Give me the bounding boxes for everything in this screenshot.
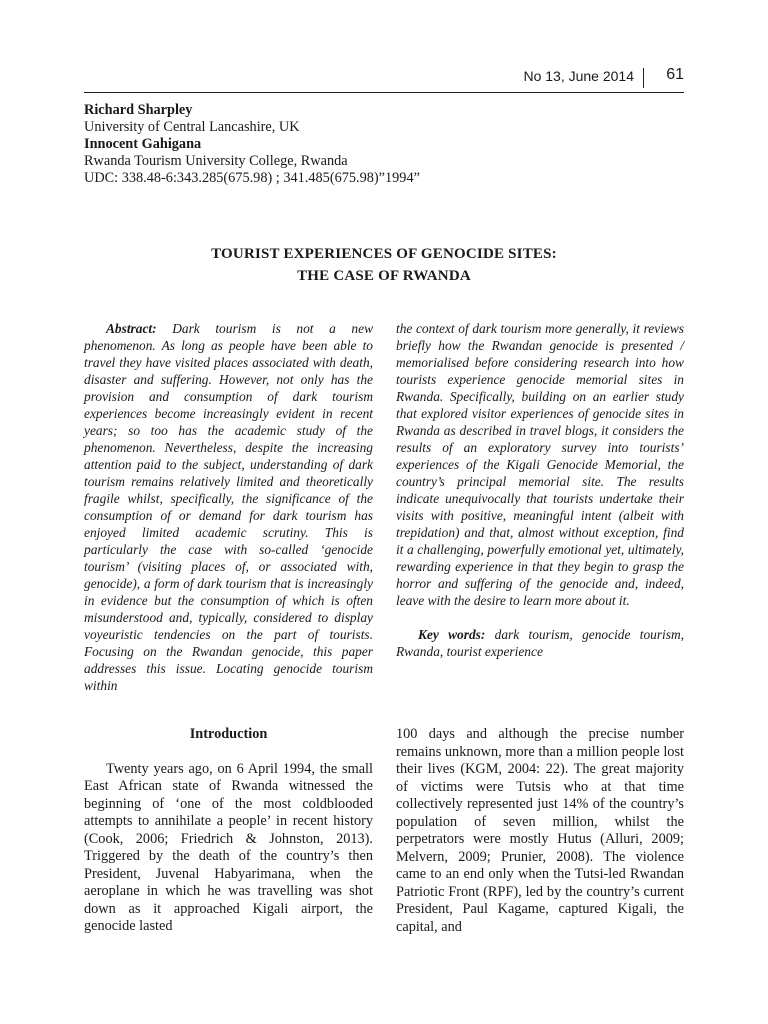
body-column-right <box>396 726 684 936</box>
udc-code: UDC: 338.48-6:343.285(675.98) ; 341.485(675.98)”1994” <box>84 170 420 186</box>
page-number: 61 <box>666 66 684 83</box>
paper-title <box>84 243 684 287</box>
keywords-text: dark tourism, genocide tourism, Rwanda, tourist experience <box>396 627 685 659</box>
keywords-label: Key words: <box>418 627 486 642</box>
title-line-1: TOURIST EXPERIENCES OF GENOCIDE SITES: <box>211 246 557 262</box>
abstract-column-left <box>84 320 373 694</box>
body-paragraph: 100 days and although the precise number remains unknown, more than a million people lost their lives (KGM, 2004: 22). The great majority of victims were Tutsis who at that time collectively represented just 14% of the country’s population of seven million, whilst the perpetrators were mostly Hutus (Alluri, 2009; Melvern, 2009; Prunier, 2008). The violence came to an end only when the Tutsi-led Rwandan Patriotic Front (RPF), led by the country’s current President, Paul Kagame, captured Kigali, the capital, and <box>396 726 684 935</box>
author-name: Richard Sharpley <box>84 102 193 118</box>
title-line-2: THE CASE OF RWANDA <box>297 268 471 284</box>
abstract-label: Abstract: <box>106 321 157 336</box>
abstract-column-right <box>396 320 684 660</box>
abstract-paragraph <box>84 320 373 694</box>
author-block <box>84 102 684 187</box>
author-name: Innocent Gahigana <box>84 136 202 152</box>
header-separator <box>643 68 644 88</box>
abstract-text-right: the context of dark tourism more generally, it reviews briefly how the Rwandan genocide is presented / memorialised before considering research into how tourists experience genocide memorial sites in Rwanda. Specifically, building on an earlier study that explored visitor experiences of genocide sites in Rwanda as described in travel blogs, it considers the results of an exploratory survey into tourists’ experiences of the Kigali Genocide Memorial, the country’s principal memorial site. The results indicate unequivocally that tourists undertake their visits with positive, meaningful intent (albeit with trepidation) and that, almost without exception, find it a challenging, powerfully emotional yet, ultimately, rewarding experience in that they begin to grasp the horror and suffering of the genocide and, indeed, leave with the desire to learn more about it. <box>396 321 684 608</box>
author-affiliation: University of Central Lancashire, UK <box>84 119 300 135</box>
issue-label: No 13, June 2014 <box>523 68 634 84</box>
body-column-left <box>84 726 373 936</box>
abstract-text-left: Dark tourism is not a new phenomenon. As long as people have been able to travel they have visited places associated with death, disaster and suffering. However, not only has the provision and consumption of dark tourism experiences become increasingly evident in recent years; so too has the academic study of the phenomenon. Nevertheless, despite the increasing attention paid to the subject, understanding of dark tourism remains relatively limited and theoretically fragile whilst, specifically, the significance of the consumption of or demand for dark tourism has enjoyed limited academic scrutiny. This is particularly the case with so-called ‘genocide tourism’ (visiting places of, or associated with, genocide), a form of dark tourism that is increasingly in evidence but the consumption of which is often misunderstood and, typically, considered to display voyeuristic tendencies on the part of tourists. Focusing on the Rwandan genocide, this paper addresses this issue. Locating genocide tourism within <box>84 321 373 693</box>
body-paragraph: Twenty years ago, on 6 April 1994, the small East African state of Rwanda witnessed the beginning of ‘one of the most coldblooded attempts to annihilate a people’ in recent history (Cook, 2006; Friedrich & Johnston, 2013). Triggered by the death of the country’s then President, Juvenal Habyarimana, when the aeroplane in which he was travelling was shot down as it approached Kigali airport, the genocide lasted <box>84 760 373 934</box>
author-affiliation: Rwanda Tourism University College, Rwanda <box>84 153 348 169</box>
keywords-paragraph <box>396 626 684 660</box>
running-header <box>84 64 684 93</box>
section-heading-introduction: Introduction <box>189 726 268 742</box>
